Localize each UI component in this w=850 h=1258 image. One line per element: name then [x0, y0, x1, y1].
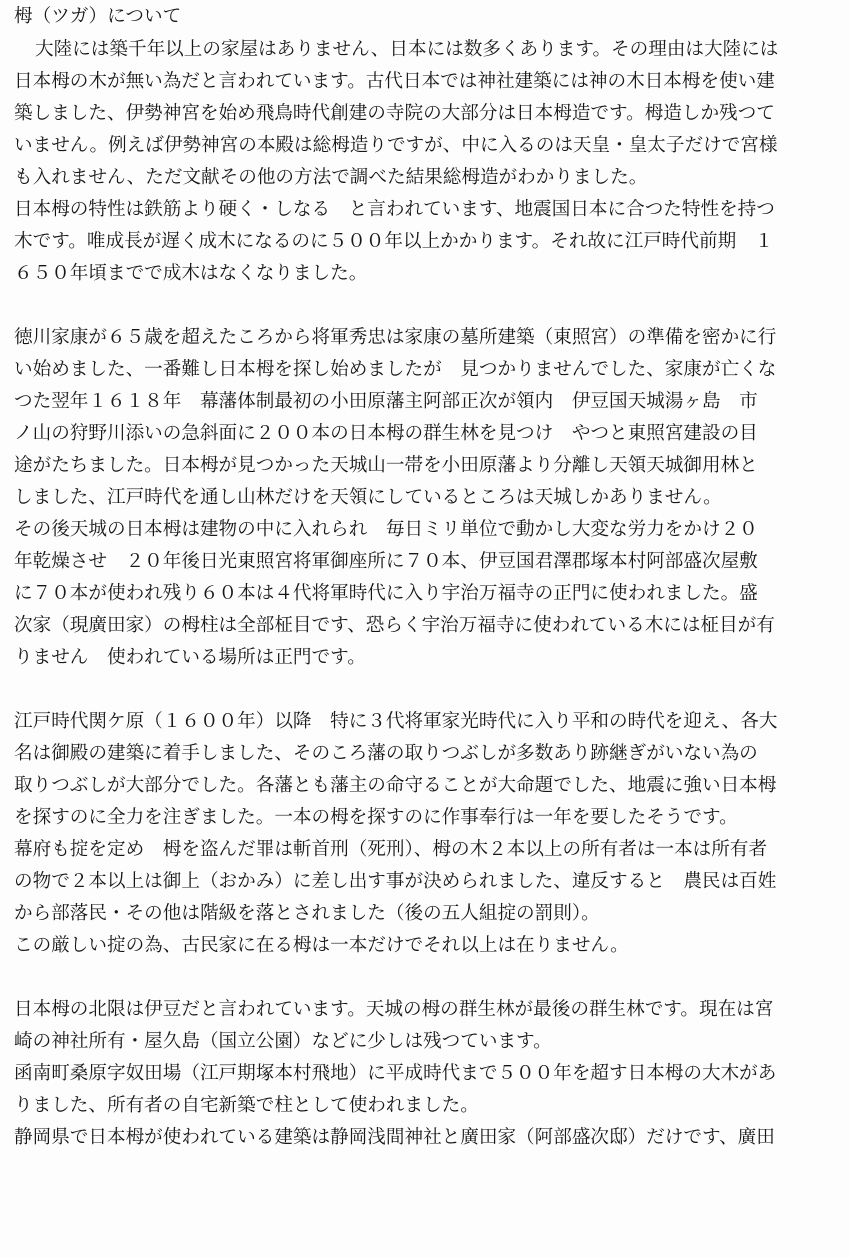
paragraph-line: 日本栂の北限は伊豆だと言われています。天城の栂の群生林が最後の群生林です。現在は宮 — [14, 999, 774, 1020]
paragraph-line: の物で２本以上は御上（おかみ）に差し出す事が決められました、違反すると 農民は百姓 — [14, 871, 777, 892]
paragraph-line: 幕府も掟を定め 栂を盗んだ罪は斬首刑（死刑）、栂の木２本以上の所有者は一本は所有者 — [14, 839, 768, 860]
document-title: 栂（ツガ）について — [14, 6, 182, 27]
paragraph-line: 取りつぶしが大部分でした。各藩とも藩主の命守ることが大命題でした、地震に強い日本栂 — [14, 775, 777, 796]
paragraph-line: 徳川家康が６５歳を超えたころから将軍秀忠は家康の墓所建築（東照宮）の準備を密かに行 — [14, 327, 777, 348]
paragraph-line: 途がたちました。日本栂が見つかった天城山一帯を小田原藩より分離し天領天城御用林と — [14, 455, 758, 476]
paragraph-line: しました、江戸時代を通し山林だけを天領にしているところは天城しかありません。 — [14, 487, 722, 508]
paragraph-line: 崎の神社所有・屋久島（国立公園）などに少しは残つています。 — [14, 1031, 552, 1052]
paragraph-line: 江戸時代関ケ原（１６００年）以降 特に３代将軍家光時代に入り平和の時代を迎え、各大 — [14, 711, 778, 732]
paragraph-line: 函南町桑原字奴田場（江戸期塚本村飛地）に平成時代まで５００年を超す日本栂の大木があ — [14, 1063, 777, 1084]
paragraph-line: 静岡県で日本栂が使われている建築は静岡浅間神社と廣田家（阿部盛次邸）だけです、廣田 — [14, 1127, 775, 1148]
paragraph-line: いません。例えば伊勢神宮の本殿は総栂造りですが、中に入るのは天皇・皇太子だけで宮様 — [14, 135, 778, 156]
paragraph-line: 次家（現廣田家）の栂柱は全部柾目です、恐らく宇治万福寺に使われている木には柾目が有 — [14, 615, 775, 636]
paragraph-line: 年乾燥させ ２０年後日光東照宮将軍御座所に７０本、伊豆国君澤郡塚本村阿部盛次屋敷 — [14, 551, 758, 572]
paragraph-line: 日本栂の特性は鉄筋より硬く・しなる と言われています、地震国日本に合つた特性を持つ — [14, 199, 775, 220]
paragraph-line: ノ山の狩野川添いの急斜面に２００本の日本栂の群生林を見つけ やつと東照宮建設の目 — [14, 423, 758, 444]
paragraph-line: に７０本が使われ残り６０本は４代将軍時代に入り宇治万福寺の正門に使われました。盛 — [14, 583, 758, 604]
paragraph-line: 木です。唯成長が遅く成木になるのに５００年以上かかります。それ故に江戸時代前期 １ — [14, 231, 774, 252]
paragraph-line: 大陸には築千年以上の家屋はありません、日本には数多くあります。その理由は大陸には — [35, 39, 779, 60]
paragraph-line: この厳しい掟の為、古民家に在る栂は一本だけでそれ以上は在りません。 — [14, 935, 629, 956]
paragraph-line: りません 使われている場所は正門です。 — [14, 647, 366, 668]
paragraph-line: も入れません、ただ文献その他の方法で調べた結果総栂造がわかりました。 — [14, 167, 648, 188]
paragraph-line: 築しました、伊勢神宮を始め飛鳥時代創建の寺院の大部分は日本栂造です。栂造しか残つて — [14, 103, 775, 124]
paragraph-line: りました、所有者の自宅新築で柱として使われました。 — [14, 1095, 479, 1116]
paragraph-line: 名は御殿の建築に着手しました、そのころ藩の取りつぶしが多数あり跡継ぎがいない為の — [14, 743, 758, 764]
paragraph-line: を探すのに全力を注ぎました。一本の栂を探すのに作事奉行は一年を要したそうです。 — [14, 807, 738, 828]
paragraph-line: ６５０年頃までで成木はなくなりました。 — [14, 263, 368, 284]
paragraph-line: その後天城の日本栂は建物の中に入れられ 毎日ミリ単位で動かし大変な労力をかけ２０ — [14, 519, 758, 540]
paragraph-line: から部落民・その他は階級を落とされました（後の五人組掟の罰則）。 — [14, 903, 600, 924]
paragraph-line: つた翌年１６１８年 幕藩体制最初の小田原藩主阿部正次が領内 伊豆国天城湯ヶ島 市 — [14, 391, 758, 412]
paragraph-line: い始めました、一番難し日本栂を探し始めましたが 見つかりませんでした、家康が亡くな — [14, 359, 777, 380]
paragraph-line: 日本栂の木が無い為だと言われています。古代日本では神社建築には神の木日本栂を使い建 — [14, 71, 775, 92]
